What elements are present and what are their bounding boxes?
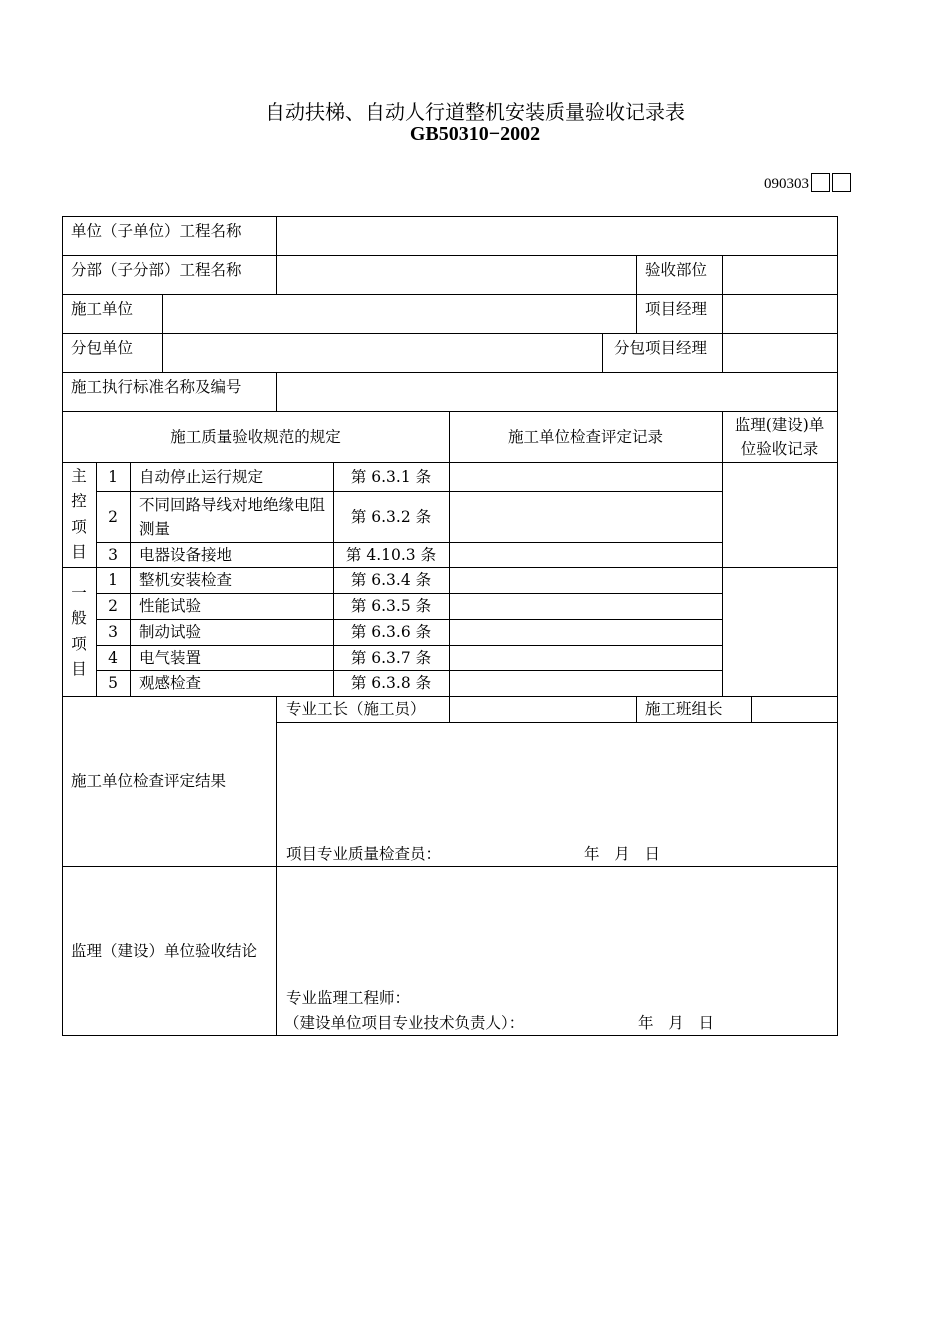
acceptance-part-label: 验收部位 [645, 261, 708, 279]
main-item-name: 不同回路导线对地绝缘电阻测量 [139, 495, 326, 538]
main-item-clause: 第 6.3.1 条 [350, 467, 432, 486]
standard-name-field[interactable] [277, 372, 837, 411]
general-item-no: 4 [108, 648, 118, 667]
subcontract-unit-label: 分包单位 [71, 339, 134, 357]
unit-project-name-field[interactable] [277, 216, 837, 255]
main-item-record-field[interactable] [450, 491, 722, 542]
check-record-header: 施工单位检查评定记录 [507, 427, 663, 446]
sub-project-name-label: 分部（子分部）工程名称 [71, 261, 242, 279]
supervision-conclusion-label: 监理（建设）单位验收结论 [71, 941, 258, 960]
project-manager-label: 项目经理 [645, 300, 708, 318]
team-leader-label: 施工班组长 [645, 700, 723, 718]
general-item-record-field[interactable] [450, 619, 722, 645]
spec-header: 施工质量验收规范的规定 [170, 427, 341, 446]
supervision-header: 监理(建设)单位验收记录 [734, 415, 825, 458]
supervision-engineer-label: 专业监理工程师： [286, 989, 411, 1007]
subcontract-manager-label: 分包项目经理 [614, 339, 708, 357]
quality-inspector-label: 项目专业质量检查员： [286, 845, 442, 863]
team-leader-field[interactable] [752, 696, 837, 722]
general-item-no: 3 [108, 623, 118, 641]
general-item-name: 整机安装检查 [139, 571, 233, 589]
general-item-no: 1 [108, 571, 118, 589]
form-title: 自动扶梯、自动人行道整机安装质量验收记录表 [265, 100, 685, 124]
general-item-no: 2 [108, 597, 118, 615]
main-control-label: 主控项目 [71, 466, 87, 561]
general-item-name: 观感检查 [139, 674, 202, 692]
project-manager-field[interactable] [723, 294, 837, 333]
general-item-clause: 第 6.3.7 条 [350, 648, 432, 667]
general-item-clause: 第 6.3.4 条 [350, 571, 432, 589]
general-supervision-field[interactable] [723, 567, 837, 696]
main-item-name: 自动停止运行规定 [139, 467, 264, 486]
general-item-record-field[interactable] [450, 567, 722, 593]
main-item-record-field[interactable] [450, 542, 722, 567]
main-item-record-field[interactable] [450, 462, 722, 491]
main-item-clause: 第 6.3.2 条 [350, 507, 432, 526]
general-item-clause: 第 6.3.5 条 [350, 597, 432, 615]
result-date: 年 月 日 [584, 845, 661, 863]
code-box-1[interactable] [811, 173, 830, 192]
general-item-record-field[interactable] [450, 670, 722, 696]
construction-unit-field[interactable] [163, 294, 636, 333]
acceptance-part-field[interactable] [723, 255, 837, 294]
construction-result-label: 施工单位检查评定结果 [71, 772, 227, 790]
standard-name-label: 施工执行标准名称及编号 [71, 378, 242, 396]
foreman-label: 专业工长（施工员） [286, 700, 426, 718]
main-item-no: 3 [108, 545, 118, 564]
form-code-text: 090303 [764, 176, 809, 192]
construction-unit-label: 施工单位 [71, 300, 134, 318]
general-label: 一般项目 [71, 583, 87, 678]
main-item-no: 2 [108, 507, 118, 526]
form-code [764, 172, 851, 196]
owner-representative-label: （建设单位项目专业技术负责人）： [284, 1014, 525, 1032]
general-item-clause: 第 6.3.8 条 [350, 674, 432, 692]
subcontract-manager-field[interactable] [723, 333, 837, 372]
main-item-no: 1 [108, 467, 118, 486]
code-box-2[interactable] [832, 173, 851, 192]
subcontract-unit-field[interactable] [163, 333, 602, 372]
foreman-field[interactable] [450, 696, 636, 722]
main-item-clause: 第 4.10.3 条 [345, 545, 437, 564]
standard-code: GB50310−2002 [409, 123, 541, 145]
general-item-record-field[interactable] [450, 645, 722, 670]
general-item-clause: 第 6.3.6 条 [350, 623, 432, 641]
unit-project-name-label: 单位（子单位）工程名称 [71, 222, 242, 240]
general-item-name: 性能试验 [139, 597, 202, 615]
construction-result-field[interactable] [277, 723, 837, 838]
main-control-supervision-field[interactable] [723, 462, 837, 567]
sub-project-name-field[interactable] [277, 255, 636, 294]
general-item-name: 电气装置 [139, 648, 202, 667]
supervision-conclusion-field[interactable] [277, 867, 837, 982]
general-item-no: 5 [108, 674, 118, 692]
general-item-name: 制动试验 [139, 623, 202, 641]
general-item-record-field[interactable] [450, 593, 722, 619]
main-item-name: 电器设备接地 [139, 545, 233, 564]
conclusion-date: 年 月 日 [638, 1014, 715, 1032]
